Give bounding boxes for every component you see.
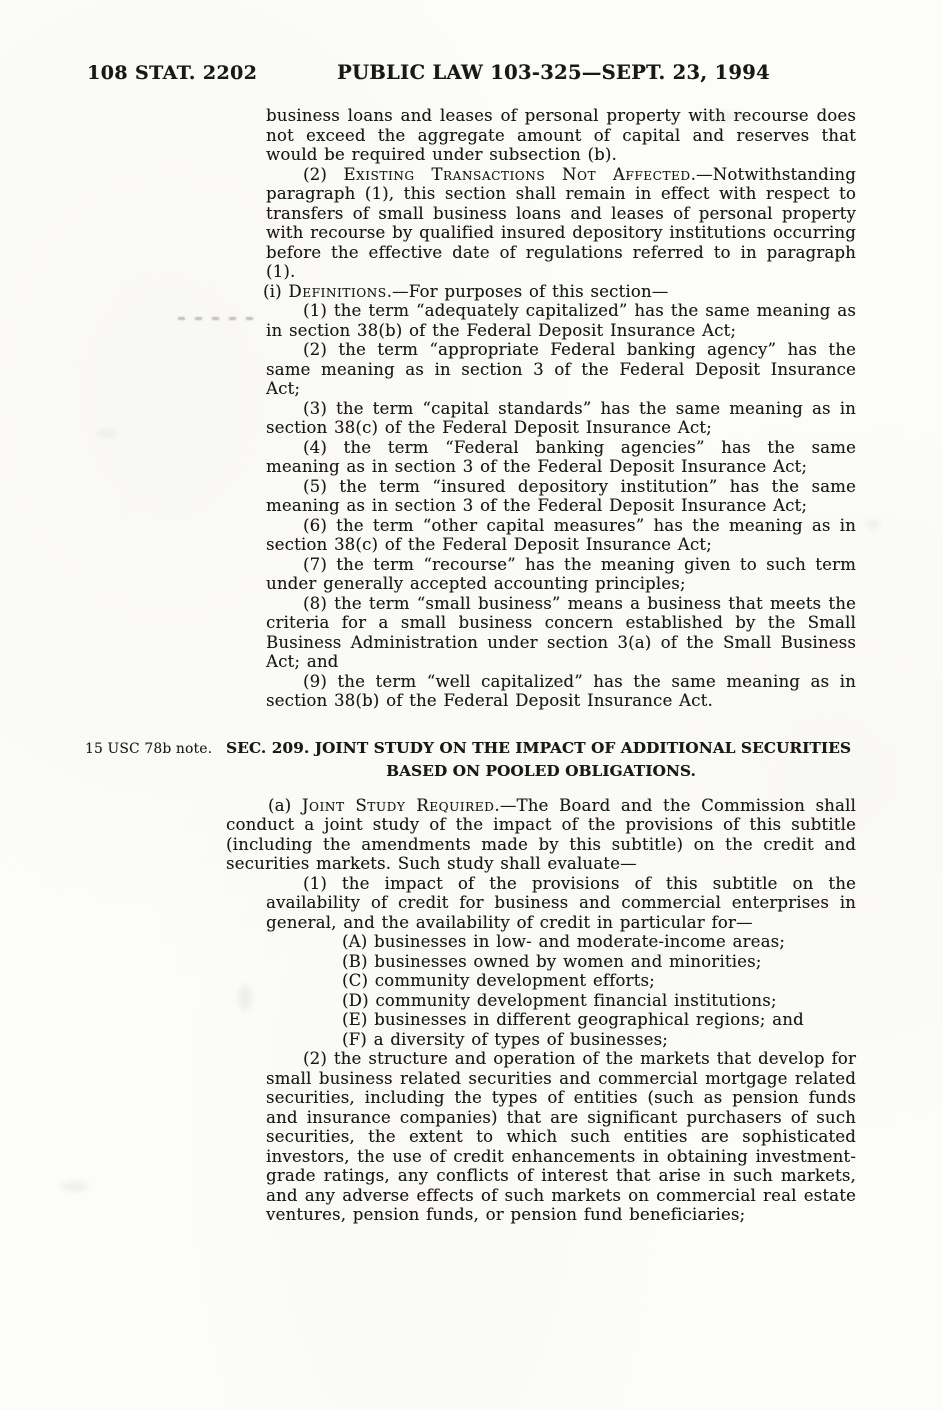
paragraph-text: .—Notwithstanding paragraph (1), this section shall remain in effect with respect to transfers of small business loans and leases of personal property with recourse by qualified insured depository institutions occurring before the effective date of regulations referred to in paragraph (1). bbox=[266, 164, 856, 281]
stat-page-number: 108 STAT. 2202 bbox=[87, 62, 258, 84]
subsection-number: (a) bbox=[268, 795, 302, 815]
definition-item-3: (3) the term “capital standards” has the same meaning as in section 38(c) of the Federal Deposit Insurance Act; bbox=[266, 398, 856, 437]
study-subitem-f: (F) a diversity of types of businesses; bbox=[342, 1029, 669, 1049]
study-item-2: (2) the structure and operation of the markets that develop for small business related securities and commercial mortgage related securities, including the types of entities (such as pension funds and insurance companies) that are significant purchasers of such securities, the extent to which such entities are sophisticated investors, the use of credit enhancements in obtaining investment-grade ratings, any conflicts of interest that arise in such markets, and any adverse effects of such markets on commercial real estate ventures, pension funds, or pension fund beneficiaries; bbox=[266, 1049, 856, 1224]
subsection-a-joint-study bbox=[226, 796, 856, 874]
definition-item-8: (8) the term “small business” means a business that meets the criteria for a small business concern established by the Small Business Administration under section 3(a) of the Small Business Act; and bbox=[266, 593, 856, 671]
definition-item-6: (6) the term “other capital measures” has the meaning as in section 38(c) of the Federal Deposit Insurance Act; bbox=[266, 515, 856, 554]
subsection-heading: Joint Study Required bbox=[301, 795, 495, 815]
definition-item-4: (4) the term “Federal banking agencies” has the same meaning as in section 3 of the Federal Deposit Insurance Act; bbox=[266, 437, 856, 476]
subsection-heading: Definitions bbox=[288, 281, 387, 301]
text-column bbox=[85, 106, 856, 1225]
section-209-heading-line2: BASED ON POOLED OBLIGATIONS. bbox=[386, 761, 696, 780]
section-209-heading-line1: SEC. 209. JOINT STUDY ON THE IMPACT OF ADDITIONAL SECURITIES bbox=[226, 738, 851, 757]
definition-item-2: (2) the term “appropriate Federal banking agency” has the same meaning as in section 3 of the Federal Deposit Insurance Act; bbox=[266, 340, 856, 398]
subsection-text: .—For purposes of this section— bbox=[386, 281, 669, 301]
study-item-1: (1) the impact of the provisions of this subtitle on the availability of credit for business and commercial enterprises in general, and the availability of credit in particular for— bbox=[266, 873, 856, 932]
margin-note-usc: 15 USC 78b note. bbox=[85, 740, 213, 757]
scan-artifact-smudge bbox=[60, 1182, 88, 1191]
scan-artifact-smudge bbox=[96, 430, 118, 437]
study-subitem-d: (D) community development financial institutions; bbox=[342, 990, 777, 1010]
paragraph-number: (2) bbox=[303, 164, 344, 184]
study-subitem-c: (C) community development efforts; bbox=[342, 971, 655, 990]
paragraph-2-existing-transactions bbox=[226, 165, 856, 282]
study-subitem-e: (E) businesses in different geographical regions; and bbox=[342, 1010, 804, 1029]
subsection-text: .—The Board and the Commission shall conduct a joint study of the impact of the provisions of this subtitle (including the amendments made by this subtitle) on the credit and securities markets. Such study shall evaluate— bbox=[226, 795, 856, 873]
study-subitem-b: (B) businesses owned by women and minorities; bbox=[342, 951, 762, 971]
scan-artifact-smudge bbox=[866, 520, 880, 529]
definition-item-1: (1) the term “adequately capitalized” has the same meaning as in section 38(b) of the Federal Deposit Insurance Act; bbox=[266, 301, 856, 340]
subsection-i-definitions bbox=[226, 282, 856, 302]
paragraph-heading: Existing Transactions Not Affected bbox=[343, 164, 691, 184]
study-subitem-a: (A) businesses in low- and moderate-income areas; bbox=[342, 932, 786, 951]
definition-item-7: (7) the term “recourse” has the meaning given to such term under generally accepted accounting principles; bbox=[266, 554, 856, 593]
law-title-header: PUBLIC LAW 103-325—SEPT. 23, 1994 bbox=[337, 61, 770, 84]
definition-item-5: (5) the term “insured depository institution” has the same meaning as in section 3 of the Federal Deposit Insurance Act; bbox=[266, 476, 856, 515]
definition-item-9: (9) the term “well capitalized” has the same meaning as in section 38(b) of the Federal Deposit Insurance Act. bbox=[266, 671, 856, 710]
subsection-number: (i) bbox=[263, 281, 289, 301]
paragraph-continuation: business loans and leases of personal property with recourse does not exceed the aggregate amount of capital and reserves that would be required under subsection (b). bbox=[266, 106, 856, 164]
section-209-heading-block bbox=[85, 737, 856, 783]
